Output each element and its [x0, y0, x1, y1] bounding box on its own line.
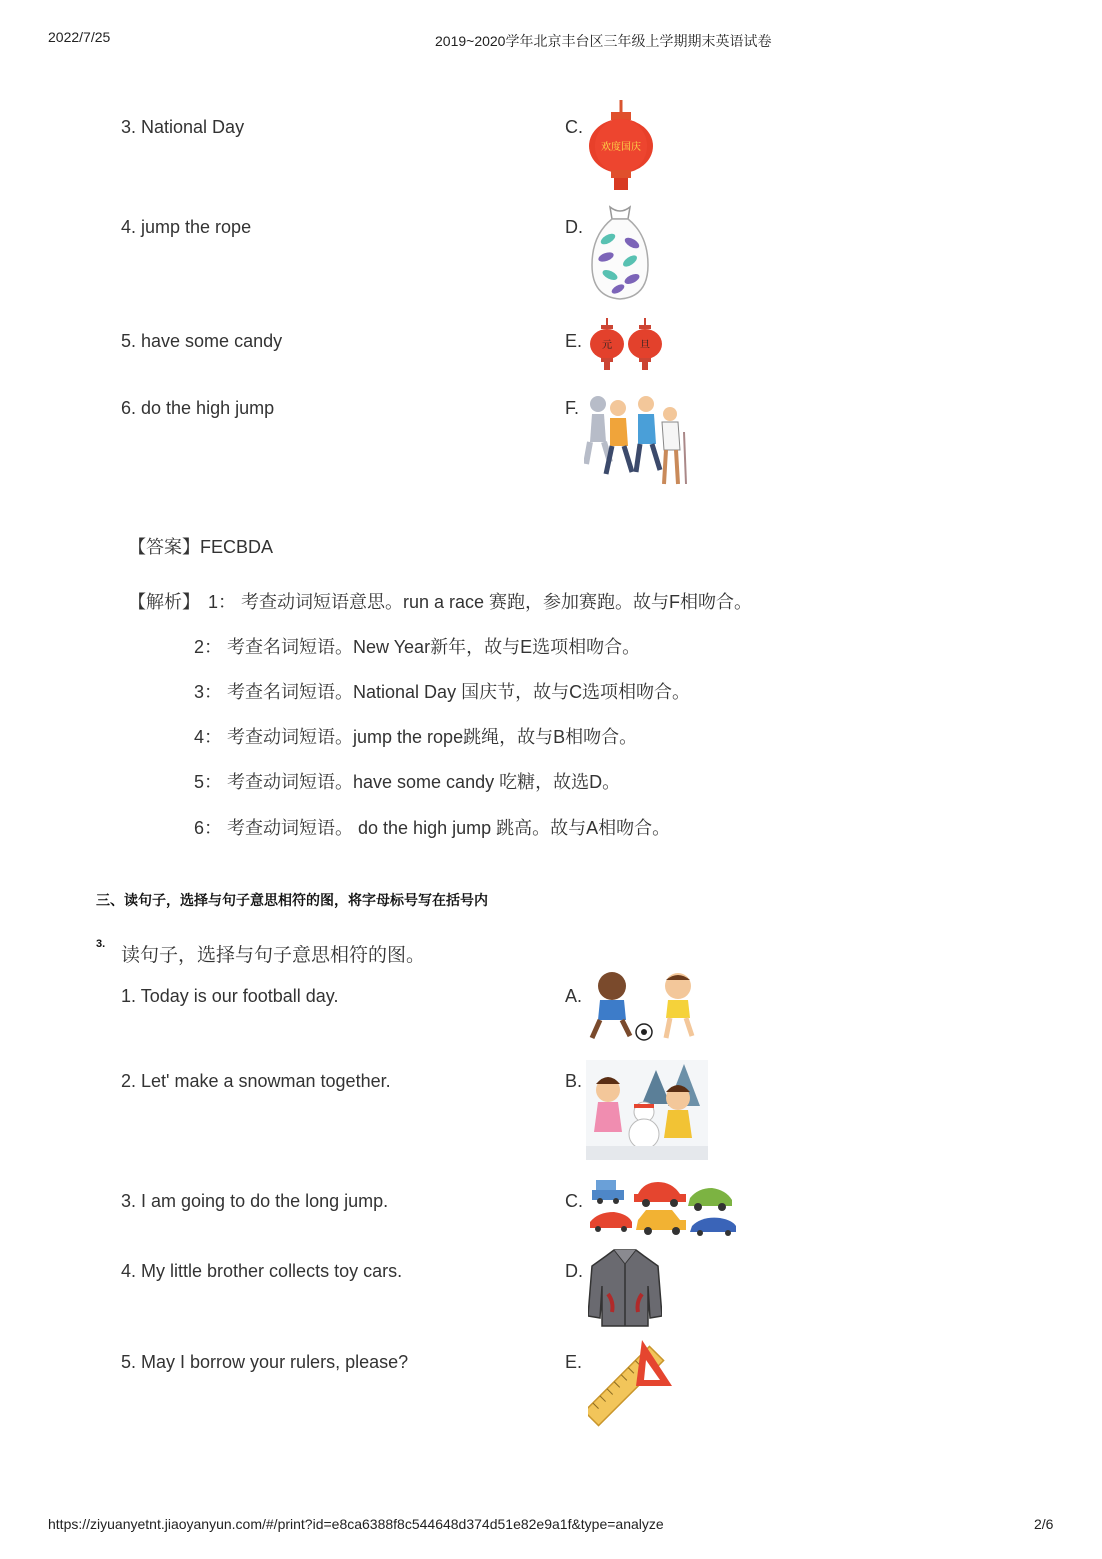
page-number: 2/6	[1034, 1516, 1054, 1532]
option-d-label: D.	[565, 217, 583, 237]
snowman-kids-image	[586, 1060, 708, 1160]
match-item-4: 4. jump the rope	[121, 217, 252, 237]
sentence-4: 4. My little brother collects toy cars.	[121, 1261, 403, 1281]
analysis-label: 【解析】	[128, 592, 200, 612]
football-kids-image	[586, 970, 700, 1044]
footer-url: https://ziyuanyetnt.jiaoyanyun.com/#/print?id=e8ca6388f8c544648d374d51e82e9a1f&type=analyze	[48, 1516, 664, 1532]
match-item-5: 5. have some candy	[121, 331, 283, 351]
question-number: 3.	[96, 938, 106, 950]
toy-cars-image	[588, 1176, 738, 1236]
option-c-label: C.	[565, 117, 583, 137]
option-b-label: B.	[565, 1071, 583, 1091]
option-c2-label: C.	[565, 1191, 583, 1211]
lantern-text: 欢度国庆	[601, 142, 641, 153]
analysis-line-3: 3： 考查名词短语。National Day 国庆节，故与C选项相吻合。	[194, 682, 691, 702]
lantern-char-2: 旦	[640, 340, 650, 351]
sentence-1: 1. Today is our football day.	[121, 986, 339, 1006]
jacket-image	[588, 1246, 662, 1328]
match-item-3: 3. National Day	[121, 117, 245, 137]
analysis-line-4: 4： 考查动词短语。jump the rope跳绳，故与B相吻合。	[194, 727, 638, 747]
option-d2-label: D.	[565, 1261, 583, 1281]
answer-text: 【答案】FECBDA	[128, 537, 274, 557]
option-a-label: A.	[565, 986, 583, 1006]
running-race-image	[584, 392, 696, 490]
candy-bag-image	[588, 205, 652, 303]
analysis-line-5: 5： 考查动词短语。have some candy 吃糖，故选D。	[194, 772, 621, 792]
question-instruction: 读句子，选择与句子意思相符的图。	[121, 945, 426, 966]
analysis-line-2: 2： 考查名词短语。New Year新年，故与E选项相吻合。	[194, 637, 641, 657]
option-e-label: E.	[565, 331, 583, 351]
lantern-char-1: 元	[602, 340, 612, 351]
document-title: 2019~2020学年北京丰台区三年级上学期期末英语试卷	[435, 33, 772, 49]
sentence-3: 3. I am going to do the long jump.	[121, 1191, 389, 1211]
rulers-image	[588, 1336, 674, 1428]
option-f-label: F.	[565, 398, 580, 418]
match-item-6: 6. do the high jump	[121, 398, 275, 418]
section-title: 三、读句子，选择与句子意思相符的图，将字母标号写在括号内	[96, 892, 488, 908]
sentence-5: 5. May I borrow your rulers, please?	[121, 1352, 409, 1372]
twin-lanterns-image	[589, 318, 663, 372]
lantern-image	[586, 100, 656, 192]
sentence-2: 2. Let' make a snowman together.	[121, 1071, 391, 1091]
print-date: 2022/7/25	[48, 29, 111, 45]
analysis-line-1: 1： 考查动词短语意思。run a race 赛跑，参加赛跑。故与F相吻合。	[208, 592, 753, 612]
option-e2-label: E.	[565, 1352, 583, 1372]
analysis-line-6: 6： 考查动词短语。 do the high jump 跳高。故与A相吻合。	[194, 818, 671, 838]
